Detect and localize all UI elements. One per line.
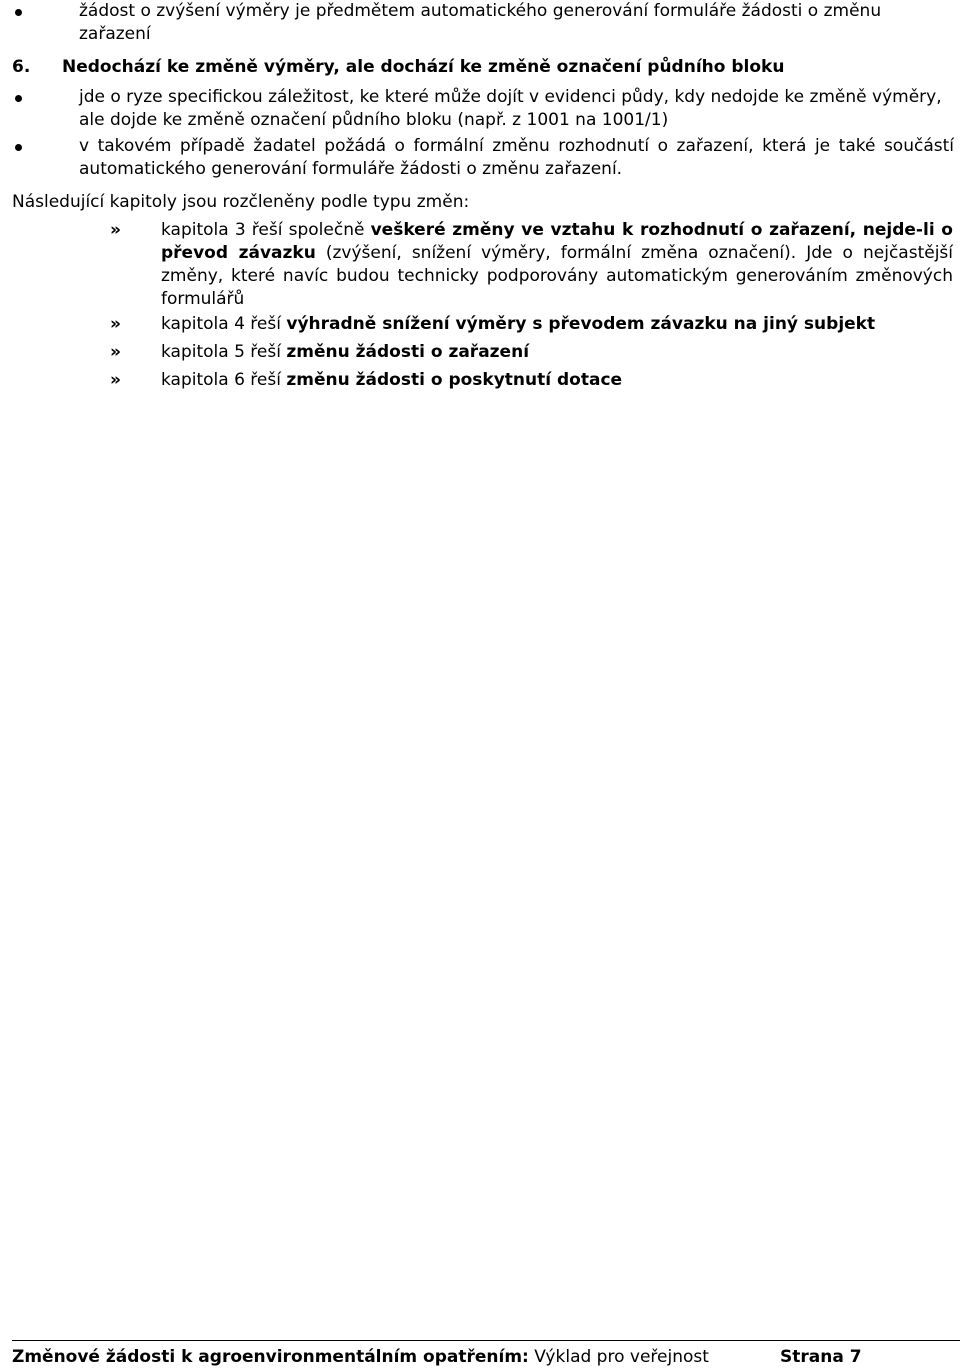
chapter-text-bold: změnu žádosti o poskytnutí dotace [286, 370, 623, 390]
section-title: Nedochází ke změně výměry, ale dochází ke změně označení půdního bloku [62, 57, 785, 77]
bullet-icon [15, 9, 22, 16]
raquo-icon: » [110, 314, 121, 334]
bullet-text: jde o ryze specifickou záležitost, ke které může dojít v evidenci půdy, kdy nedojde ke změně výměry, ale dojde ke změně označení půdního bloku (např. z 1001 na 1001/1) [79, 87, 942, 130]
raquo-icon: » [110, 220, 121, 240]
chapter-text-pre: kapitola 5 řeší [161, 342, 287, 362]
page-number: Strana 7 [780, 1347, 862, 1367]
chapter-text [161, 219, 953, 311]
bullet-icon [15, 144, 22, 151]
chapter-text [161, 341, 953, 364]
bullet-icon [15, 95, 22, 102]
chapter-text-post: (zvýšení, snížení výměry, formální změna označení). Jde o nejčastější změny, které navíc budou technicky podporovány automatickým generováním změnových formulářů [161, 243, 953, 309]
chapter-text-bold: výhradně snížení výměry s převodem závazku na jiný subjekt [286, 314, 876, 334]
chapter-text-bold: veškeré změny ve vztahu k rozhodnutí o zařazení, nejde-li o převod závazku [161, 220, 953, 263]
raquo-icon: » [110, 370, 121, 390]
bullet-text: v takovém případě žadatel požádá o formální změnu rozhodnutí o zařazení, která je také součástí automatického generování formuláře žádosti o změnu zařazení. [79, 136, 954, 179]
chapter-text [161, 313, 953, 336]
chapter-text-bold: změnu žádosti o zařazení [286, 342, 530, 362]
footer-title-bold: Změnové žádosti k agroenvironmentálním opatřením: [12, 1347, 529, 1367]
footer-title-rest: Výklad pro veřejnost [528, 1347, 709, 1367]
chapter-text-pre: kapitola 6 řeší [161, 370, 287, 390]
footer-title [12, 1346, 709, 1369]
chapter-text-pre: kapitola 3 řeší společně [161, 220, 371, 240]
section-number: 6. [12, 57, 31, 77]
intro-paragraph: Následující kapitoly jsou rozčleněny podle typu změn: [12, 192, 470, 212]
raquo-icon: » [110, 342, 121, 362]
page-footer [12, 1340, 960, 1367]
chapter-text-pre: kapitola 4 řeší [161, 314, 287, 334]
bullet-text: žádost o zvýšení výměry je předmětem automatického generování formuláře žádosti o změnu zařazení [79, 1, 882, 44]
footer-divider [12, 1340, 960, 1341]
chapter-text [161, 369, 953, 392]
